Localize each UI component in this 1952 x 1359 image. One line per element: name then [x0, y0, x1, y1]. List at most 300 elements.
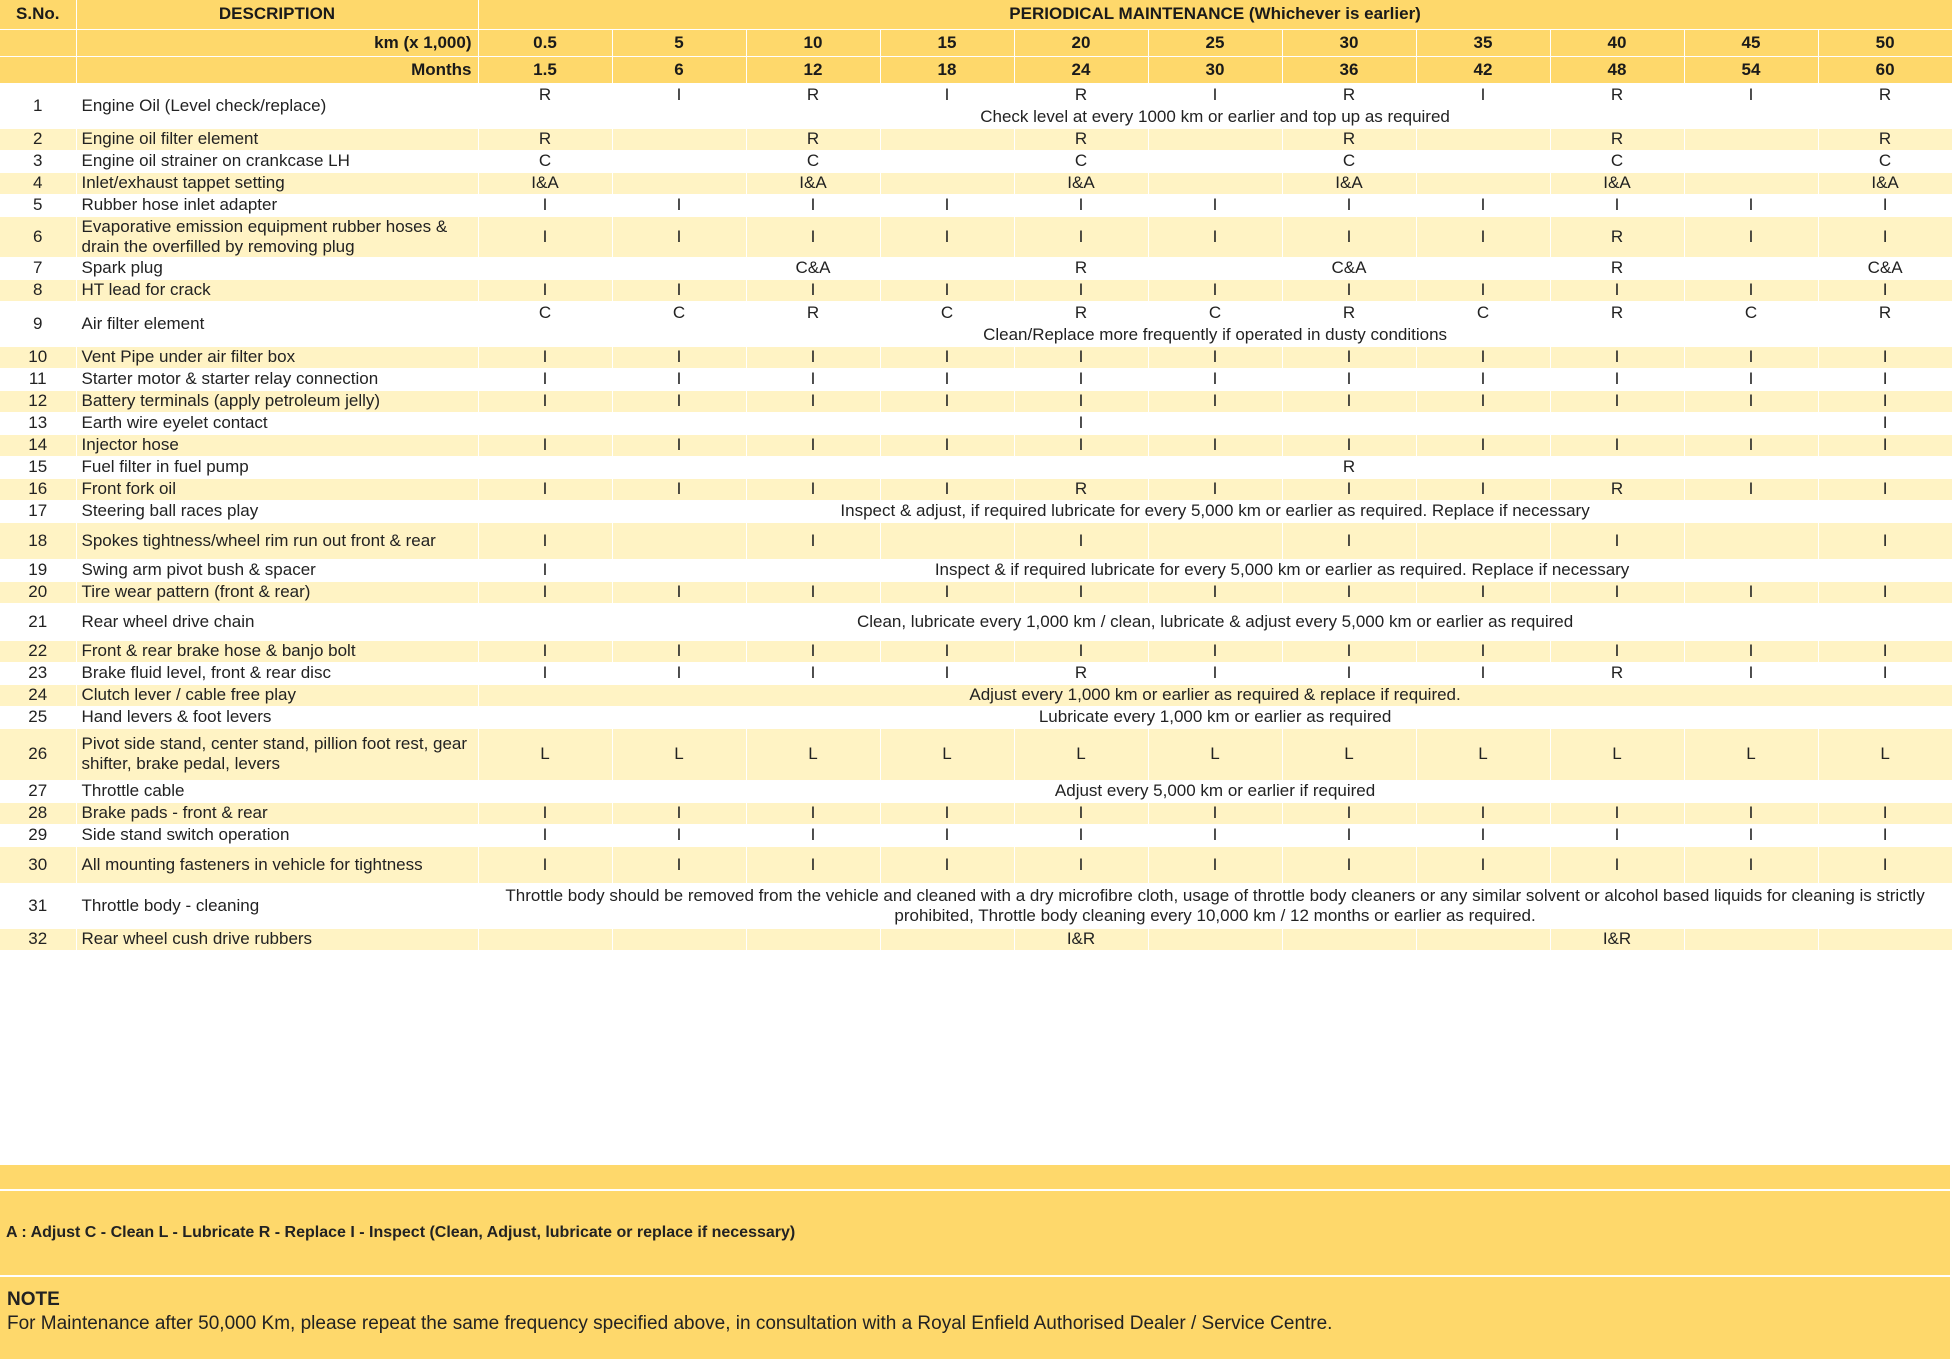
- schedule-cell: I: [880, 802, 1014, 824]
- row-description: Engine Oil (Level check/replace): [76, 83, 478, 128]
- table-row: [0, 684, 1952, 706]
- schedule-cell: C: [478, 150, 612, 172]
- months-col-9: 54: [1684, 56, 1818, 83]
- schedule-cell: [1148, 412, 1282, 434]
- schedule-cell: C: [1014, 150, 1148, 172]
- schedule-cell: I: [1014, 216, 1148, 257]
- row-sno: 16: [0, 478, 76, 500]
- table-row: [0, 301, 1952, 324]
- table-row: [0, 456, 1952, 478]
- row-description: Pivot side stand, center stand, pillion foot rest, gear shifter, brake pedal, levers: [76, 728, 478, 780]
- schedule-cell: I: [1282, 802, 1416, 824]
- schedule-cell: [1148, 522, 1282, 559]
- schedule-cell: I: [1014, 581, 1148, 603]
- schedule-cell: I: [1148, 83, 1282, 106]
- schedule-cell: [1684, 456, 1818, 478]
- schedule-cell: C: [612, 301, 746, 324]
- km-col-0: 0.5: [478, 29, 612, 56]
- schedule-cell: I: [1684, 368, 1818, 390]
- months-col-2: 12: [746, 56, 880, 83]
- schedule-cell: I: [880, 390, 1014, 412]
- row-sno: 3: [0, 150, 76, 172]
- months-col-7: 42: [1416, 56, 1550, 83]
- schedule-cell: I: [880, 434, 1014, 456]
- schedule-cell: C&A: [1818, 257, 1952, 279]
- schedule-cell: I: [1818, 662, 1952, 684]
- table-row: [0, 928, 1952, 950]
- schedule-cell: I: [1416, 368, 1550, 390]
- row-description: Brake fluid level, front & rear disc: [76, 662, 478, 684]
- row-description: Fuel filter in fuel pump: [76, 456, 478, 478]
- table-row: [0, 279, 1952, 301]
- schedule-cell: C&A: [1282, 257, 1416, 279]
- table-row: [0, 603, 1952, 640]
- row-span-text: Throttle body should be removed from the vehicle and cleaned with a dry microfibre cloth, usage of throttle body cleaners or any similar solvent or alcohol based liquids for cleaning is strictly prohibited, Throttle body cleaning every 10,000 km / 12 months or earlier as required.: [478, 883, 1952, 928]
- schedule-cell: I: [1684, 194, 1818, 216]
- schedule-cell: [1684, 172, 1818, 194]
- schedule-cell: I: [478, 802, 612, 824]
- months-col-5: 30: [1148, 56, 1282, 83]
- schedule-cell: I: [1818, 846, 1952, 883]
- schedule-cell: I: [1416, 216, 1550, 257]
- schedule-cell: [746, 412, 880, 434]
- schedule-cell: I: [746, 846, 880, 883]
- schedule-cell: I: [1014, 412, 1148, 434]
- row-sno: 19: [0, 559, 76, 581]
- row-sno: 23: [0, 662, 76, 684]
- schedule-cell: I: [1818, 194, 1952, 216]
- schedule-cell: I: [478, 434, 612, 456]
- row-span-text: Inspect & if required lubricate for every 5,000 km or earlier as required. Replace if necessary: [612, 559, 1952, 581]
- schedule-cell: I: [1416, 824, 1550, 846]
- schedule-cell: I: [880, 662, 1014, 684]
- row-sno: 6: [0, 216, 76, 257]
- schedule-cell: I: [478, 559, 612, 581]
- row-sno: 28: [0, 802, 76, 824]
- schedule-cell: I: [1282, 522, 1416, 559]
- row-description: Starter motor & starter relay connection: [76, 368, 478, 390]
- row-sno: 1: [0, 83, 76, 128]
- sno-header: S.No.: [0, 0, 76, 29]
- schedule-cell: I: [1282, 346, 1416, 368]
- row-note: Check level at every 1000 km or earlier and top up as required: [478, 106, 1952, 128]
- schedule-cell: I: [1684, 846, 1818, 883]
- schedule-cell: I: [1148, 216, 1282, 257]
- schedule-cell: I&A: [746, 172, 880, 194]
- schedule-cell: [1684, 522, 1818, 559]
- table-row: [0, 522, 1952, 559]
- schedule-cell: L: [1818, 728, 1952, 780]
- schedule-cell: I: [1148, 478, 1282, 500]
- row-description: Swing arm pivot bush & spacer: [76, 559, 478, 581]
- schedule-cell: R: [1550, 662, 1684, 684]
- schedule-cell: I: [612, 434, 746, 456]
- schedule-cell: [1148, 150, 1282, 172]
- row-sno: 12: [0, 390, 76, 412]
- schedule-cell: I: [1818, 802, 1952, 824]
- table-row: [0, 640, 1952, 662]
- schedule-cell: I: [746, 478, 880, 500]
- schedule-cell: [880, 456, 1014, 478]
- months-col-0: 1.5: [478, 56, 612, 83]
- schedule-cell: I&A: [478, 172, 612, 194]
- schedule-cell: I: [1818, 522, 1952, 559]
- schedule-cell: I: [612, 640, 746, 662]
- schedule-cell: I: [1684, 434, 1818, 456]
- schedule-cell: I: [1416, 390, 1550, 412]
- schedule-cell: I: [1282, 824, 1416, 846]
- table-row: [0, 780, 1952, 802]
- schedule-cell: L: [1684, 728, 1818, 780]
- schedule-cell: [1148, 928, 1282, 950]
- schedule-cell: I: [746, 581, 880, 603]
- row-sno: 14: [0, 434, 76, 456]
- schedule-cell: L: [746, 728, 880, 780]
- schedule-cell: I: [746, 434, 880, 456]
- schedule-cell: R: [478, 128, 612, 150]
- table-row: [0, 883, 1952, 928]
- schedule-cell: I: [1550, 824, 1684, 846]
- schedule-cell: C: [1282, 150, 1416, 172]
- schedule-cell: I: [746, 390, 880, 412]
- schedule-cell: I: [478, 581, 612, 603]
- schedule-cell: I: [1416, 802, 1550, 824]
- row-note: Clean/Replace more frequently if operated in dusty conditions: [478, 324, 1952, 346]
- schedule-cell: [880, 928, 1014, 950]
- schedule-cell: R: [1014, 128, 1148, 150]
- schedule-cell: I: [1282, 434, 1416, 456]
- schedule-cell: R: [1818, 128, 1952, 150]
- row-description: Engine oil strainer on crankcase LH: [76, 150, 478, 172]
- schedule-cell: I: [1416, 581, 1550, 603]
- schedule-cell: I: [612, 368, 746, 390]
- row-description: Spokes tightness/wheel rim run out front & rear: [76, 522, 478, 559]
- schedule-cell: I: [1014, 368, 1148, 390]
- schedule-cell: I: [1148, 846, 1282, 883]
- schedule-cell: L: [1550, 728, 1684, 780]
- km-col-7: 35: [1416, 29, 1550, 56]
- schedule-cell: I: [1416, 194, 1550, 216]
- schedule-cell: [1014, 456, 1148, 478]
- schedule-cell: I: [1684, 581, 1818, 603]
- km-col-3: 15: [880, 29, 1014, 56]
- schedule-cell: I: [1282, 216, 1416, 257]
- table-row: [0, 128, 1952, 150]
- schedule-cell: I: [1014, 279, 1148, 301]
- schedule-cell: R: [1282, 456, 1416, 478]
- row-description: Throttle cable: [76, 780, 478, 802]
- schedule-cell: [478, 928, 612, 950]
- schedule-cell: I: [1550, 346, 1684, 368]
- schedule-cell: L: [1014, 728, 1148, 780]
- row-sno: 8: [0, 279, 76, 301]
- schedule-cell: [1416, 128, 1550, 150]
- table-row: [0, 581, 1952, 603]
- schedule-cell: [612, 257, 746, 279]
- row-description: Throttle body - cleaning: [76, 883, 478, 928]
- table-row: [0, 83, 1952, 106]
- schedule-cell: I: [1684, 662, 1818, 684]
- schedule-cell: I: [1416, 279, 1550, 301]
- schedule-cell: I: [478, 478, 612, 500]
- row-sno: 20: [0, 581, 76, 603]
- table-row: [0, 802, 1952, 824]
- schedule-cell: I: [478, 846, 612, 883]
- schedule-cell: I: [1818, 581, 1952, 603]
- schedule-cell: I: [478, 390, 612, 412]
- row-sno: 29: [0, 824, 76, 846]
- table-row: [0, 824, 1952, 846]
- schedule-cell: [1684, 412, 1818, 434]
- schedule-cell: I: [1684, 279, 1818, 301]
- schedule-cell: I: [1550, 390, 1684, 412]
- schedule-cell: [1684, 150, 1818, 172]
- schedule-cell: [612, 456, 746, 478]
- header-row: [0, 0, 1952, 29]
- table-row: [0, 846, 1952, 883]
- row-sno: 25: [0, 706, 76, 728]
- schedule-cell: R: [1550, 257, 1684, 279]
- schedule-cell: I: [612, 83, 746, 106]
- schedule-cell: C: [478, 301, 612, 324]
- km-col-8: 40: [1550, 29, 1684, 56]
- note-box: [0, 1276, 1950, 1359]
- row-description: Injector hose: [76, 434, 478, 456]
- schedule-cell: [880, 257, 1014, 279]
- km-col-10: 50: [1818, 29, 1952, 56]
- row-sno: 22: [0, 640, 76, 662]
- schedule-cell: I: [1818, 412, 1952, 434]
- row-span-text: Adjust every 1,000 km or earlier as required & replace if required.: [478, 684, 1952, 706]
- schedule-cell: [880, 412, 1014, 434]
- km-blank: [0, 29, 76, 56]
- note-title: NOTE: [7, 1289, 60, 1310]
- table-row: [0, 500, 1952, 522]
- row-sno: 31: [0, 883, 76, 928]
- schedule-cell: I&R: [1014, 928, 1148, 950]
- schedule-cell: [1148, 257, 1282, 279]
- months-row: [0, 56, 1952, 83]
- schedule-cell: I: [1550, 640, 1684, 662]
- schedule-cell: [1148, 456, 1282, 478]
- schedule-cell: I&A: [1014, 172, 1148, 194]
- schedule-cell: I: [880, 478, 1014, 500]
- row-description: All mounting fasteners in vehicle for tightness: [76, 846, 478, 883]
- row-description: Vent Pipe under air filter box: [76, 346, 478, 368]
- row-sno: 4: [0, 172, 76, 194]
- schedule-cell: I: [1148, 640, 1282, 662]
- row-sno: 2: [0, 128, 76, 150]
- schedule-cell: I: [1014, 194, 1148, 216]
- schedule-cell: [1416, 150, 1550, 172]
- schedule-cell: R: [1014, 257, 1148, 279]
- schedule-cell: I: [746, 216, 880, 257]
- row-sno: 15: [0, 456, 76, 478]
- note-text: For Maintenance after 50,000 Km, please repeat the same frequency specified above, in consultation with a Royal Enfield Authorised Dealer / Service Centre.: [7, 1313, 1333, 1334]
- table-row: [0, 368, 1952, 390]
- schedule-cell: I: [612, 662, 746, 684]
- schedule-cell: I: [1148, 434, 1282, 456]
- schedule-cell: I: [612, 216, 746, 257]
- table-row: [0, 257, 1952, 279]
- schedule-cell: I: [1282, 662, 1416, 684]
- row-description: Evaporative emission equipment rubber hoses & drain the overfilled by removing plug: [76, 216, 478, 257]
- row-sno: 21: [0, 603, 76, 640]
- schedule-cell: I: [478, 346, 612, 368]
- schedule-cell: I: [1818, 279, 1952, 301]
- schedule-cell: [1282, 928, 1416, 950]
- table-row: [0, 150, 1952, 172]
- schedule-cell: I: [1148, 802, 1282, 824]
- schedule-cell: L: [612, 728, 746, 780]
- schedule-cell: [1416, 412, 1550, 434]
- schedule-cell: I: [1282, 478, 1416, 500]
- schedule-cell: I: [1550, 368, 1684, 390]
- row-description: Brake pads - front & rear: [76, 802, 478, 824]
- schedule-cell: I: [478, 194, 612, 216]
- schedule-cell: [1550, 456, 1684, 478]
- schedule-cell: [746, 456, 880, 478]
- schedule-cell: I: [880, 216, 1014, 257]
- schedule-cell: [1416, 257, 1550, 279]
- schedule-cell: I: [1416, 346, 1550, 368]
- schedule-cell: I&A: [1818, 172, 1952, 194]
- schedule-cell: L: [1282, 728, 1416, 780]
- schedule-cell: [746, 928, 880, 950]
- schedule-cell: I: [1282, 640, 1416, 662]
- schedule-cell: I: [1684, 640, 1818, 662]
- schedule-cell: [1684, 257, 1818, 279]
- schedule-cell: I: [1014, 434, 1148, 456]
- schedule-cell: I: [612, 478, 746, 500]
- table-row: [0, 434, 1952, 456]
- schedule-cell: I: [1014, 846, 1148, 883]
- schedule-cell: R: [746, 83, 880, 106]
- row-description: Engine oil filter element: [76, 128, 478, 150]
- schedule-cell: I: [478, 662, 612, 684]
- schedule-cell: I: [1282, 279, 1416, 301]
- schedule-cell: I: [1818, 346, 1952, 368]
- schedule-cell: I: [612, 346, 746, 368]
- table-row: [0, 559, 1952, 581]
- schedule-cell: I: [1148, 581, 1282, 603]
- schedule-cell: I: [478, 216, 612, 257]
- schedule-cell: I&A: [1282, 172, 1416, 194]
- schedule-cell: I: [1550, 279, 1684, 301]
- schedule-cell: I: [1148, 824, 1282, 846]
- schedule-cell: I: [1684, 802, 1818, 824]
- schedule-cell: [612, 128, 746, 150]
- row-sno: 18: [0, 522, 76, 559]
- schedule-cell: [1416, 928, 1550, 950]
- schedule-cell: R: [1014, 478, 1148, 500]
- row-description: Clutch lever / cable free play: [76, 684, 478, 706]
- schedule-cell: I: [746, 802, 880, 824]
- schedule-cell: I: [612, 824, 746, 846]
- row-span-text: Lubricate every 1,000 km or earlier as required: [478, 706, 1952, 728]
- row-description: Steering ball races play: [76, 500, 478, 522]
- schedule-cell: I: [880, 581, 1014, 603]
- schedule-cell: I: [1684, 216, 1818, 257]
- schedule-cell: [1282, 412, 1416, 434]
- schedule-cell: I: [880, 846, 1014, 883]
- schedule-cell: I: [1148, 346, 1282, 368]
- schedule-cell: [478, 456, 612, 478]
- schedule-cell: I: [880, 640, 1014, 662]
- row-description: Front fork oil: [76, 478, 478, 500]
- schedule-cell: R: [1282, 128, 1416, 150]
- schedule-cell: I: [478, 640, 612, 662]
- schedule-cell: I: [1818, 368, 1952, 390]
- schedule-cell: I: [612, 581, 746, 603]
- schedule-cell: L: [1148, 728, 1282, 780]
- schedule-cell: I: [1416, 846, 1550, 883]
- schedule-cell: I: [1416, 478, 1550, 500]
- row-sno: 11: [0, 368, 76, 390]
- row-span-text: Clean, lubricate every 1,000 km / clean, lubricate & adjust every 5,000 km or earlier as required: [478, 603, 1952, 640]
- table-row: [0, 346, 1952, 368]
- schedule-cell: I: [1014, 640, 1148, 662]
- schedule-cell: I: [1818, 390, 1952, 412]
- schedule-cell: I: [612, 390, 746, 412]
- schedule-cell: I: [1550, 522, 1684, 559]
- schedule-cell: [1818, 928, 1952, 950]
- schedule-cell: I: [478, 279, 612, 301]
- schedule-cell: I: [1014, 390, 1148, 412]
- row-description: Earth wire eyelet contact: [76, 412, 478, 434]
- months-blank: [0, 56, 76, 83]
- schedule-cell: I: [1818, 478, 1952, 500]
- schedule-cell: I: [1282, 846, 1416, 883]
- schedule-cell: L: [478, 728, 612, 780]
- schedule-cell: R: [1014, 662, 1148, 684]
- schedule-cell: I: [1550, 194, 1684, 216]
- row-sno: 13: [0, 412, 76, 434]
- schedule-cell: I: [1282, 194, 1416, 216]
- row-description: HT lead for crack: [76, 279, 478, 301]
- schedule-cell: I: [612, 194, 746, 216]
- schedule-cell: I: [880, 194, 1014, 216]
- schedule-cell: I: [1550, 434, 1684, 456]
- row-sno: 24: [0, 684, 76, 706]
- row-sno: 32: [0, 928, 76, 950]
- schedule-cell: R: [746, 128, 880, 150]
- table-row: [0, 194, 1952, 216]
- schedule-cell: I: [1282, 368, 1416, 390]
- schedule-cell: R: [746, 301, 880, 324]
- schedule-cell: I: [1014, 802, 1148, 824]
- schedule-cell: I: [880, 279, 1014, 301]
- schedule-cell: C: [880, 301, 1014, 324]
- row-span-text: Adjust every 5,000 km or earlier if required: [478, 780, 1952, 802]
- schedule-cell: R: [478, 83, 612, 106]
- table-row: [0, 662, 1952, 684]
- row-description: Rear wheel cush drive rubbers: [76, 928, 478, 950]
- months-col-1: 6: [612, 56, 746, 83]
- km-col-6: 30: [1282, 29, 1416, 56]
- schedule-cell: I: [1014, 346, 1148, 368]
- schedule-cell: I: [1148, 368, 1282, 390]
- months-col-10: 60: [1818, 56, 1952, 83]
- schedule-cell: I: [880, 368, 1014, 390]
- schedule-cell: L: [1416, 728, 1550, 780]
- schedule-cell: R: [1014, 301, 1148, 324]
- schedule-cell: I: [880, 824, 1014, 846]
- schedule-cell: I: [746, 824, 880, 846]
- schedule-cell: [478, 257, 612, 279]
- schedule-cell: I: [1014, 522, 1148, 559]
- schedule-cell: C: [1684, 301, 1818, 324]
